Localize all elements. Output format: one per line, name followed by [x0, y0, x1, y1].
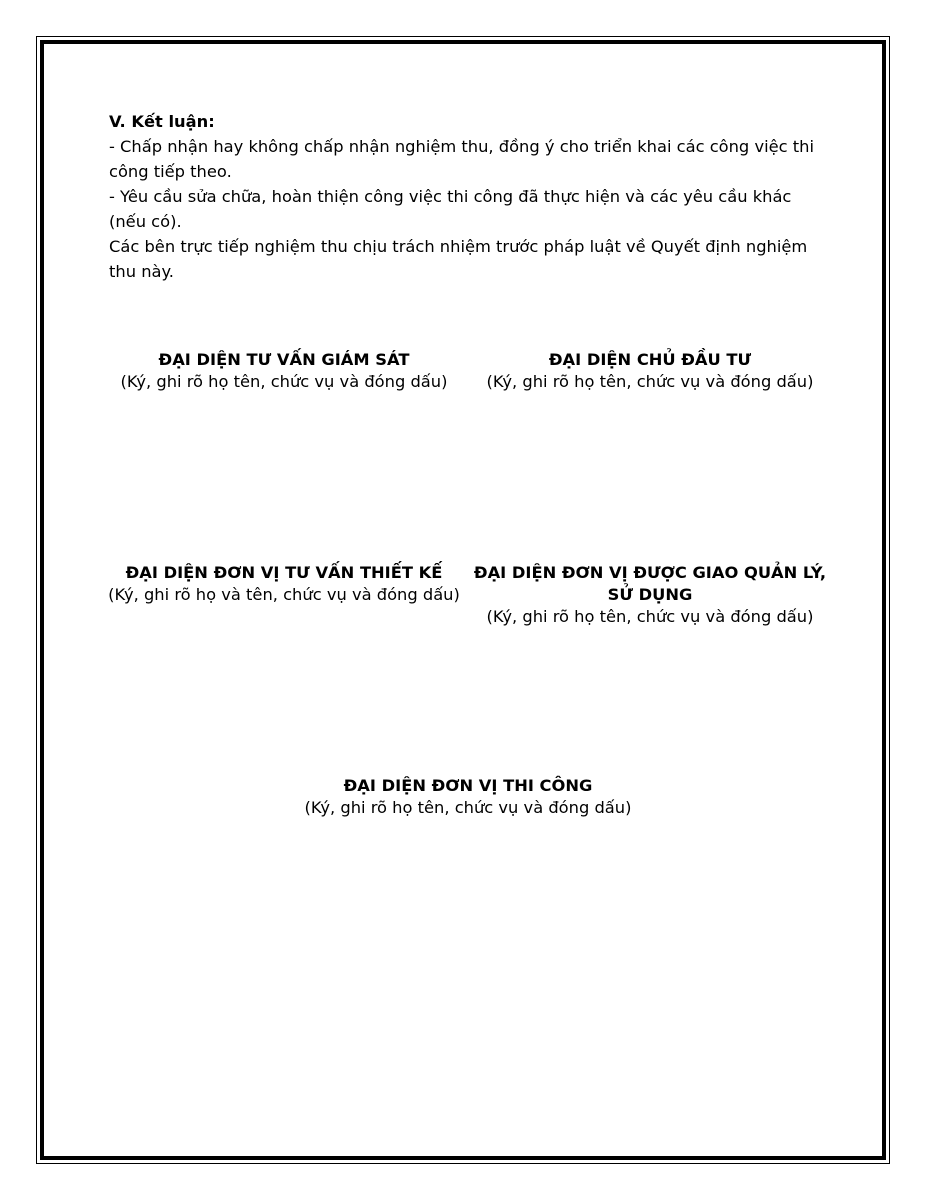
signature-note-management: (Ký, ghi rõ họ tên, chức vụ và đóng dấu) — [486, 607, 814, 626]
signature-note-supervision: (Ký, ghi rõ họ tên, chức vụ và đóng dấu) — [120, 372, 448, 391]
conclusion-section — [109, 109, 829, 284]
signature-title-design: ĐẠI DIỆN ĐƠN VỊ TƯ VẤN THIẾT KẾ — [125, 563, 443, 582]
conclusion-line-accept: - Chấp nhận hay không chấp nhận nghiệm thu, đồng ý cho triển khai các công việc thi công tiếp theo. — [109, 137, 814, 181]
signature-note-contractor: (Ký, ghi rõ họ tên, chức vụ và đóng dấu) — [304, 798, 632, 817]
signature-note-investor: (Ký, ghi rõ họ tên, chức vụ và đóng dấu) — [486, 372, 814, 391]
signature-title-investor: ĐẠI DIỆN CHỦ ĐẦU TƯ — [548, 350, 752, 369]
signature-block-supervision — [104, 349, 464, 393]
signature-title-contractor: ĐẠI DIỆN ĐƠN VỊ THI CÔNG — [343, 776, 593, 795]
signature-note-design: (Ký, ghi rõ họ và tên, chức vụ và đóng dấu) — [108, 585, 460, 604]
conclusion-heading: V. Kết luận: — [109, 112, 215, 131]
conclusion-line-responsibility: Các bên trực tiếp nghiệm thu chịu trách nhiệm trước pháp luật về Quyết định nghiệm thu này. — [109, 237, 808, 281]
signature-block-investor — [470, 349, 830, 393]
conclusion-line-repair: - Yêu cầu sửa chữa, hoàn thiện công việc thi công đã thực hiện và các yêu cầu khác (nếu có). — [109, 187, 792, 231]
signature-title-management: ĐẠI DIỆN ĐƠN VỊ ĐƯỢC GIAO QUẢN LÝ, SỬ DỤNG — [473, 563, 827, 604]
signature-title-supervision: ĐẠI DIỆN TƯ VẤN GIÁM SÁT — [158, 350, 410, 369]
signature-block-management — [470, 562, 830, 628]
signature-block-contractor — [283, 775, 653, 819]
signature-block-design — [104, 562, 464, 606]
